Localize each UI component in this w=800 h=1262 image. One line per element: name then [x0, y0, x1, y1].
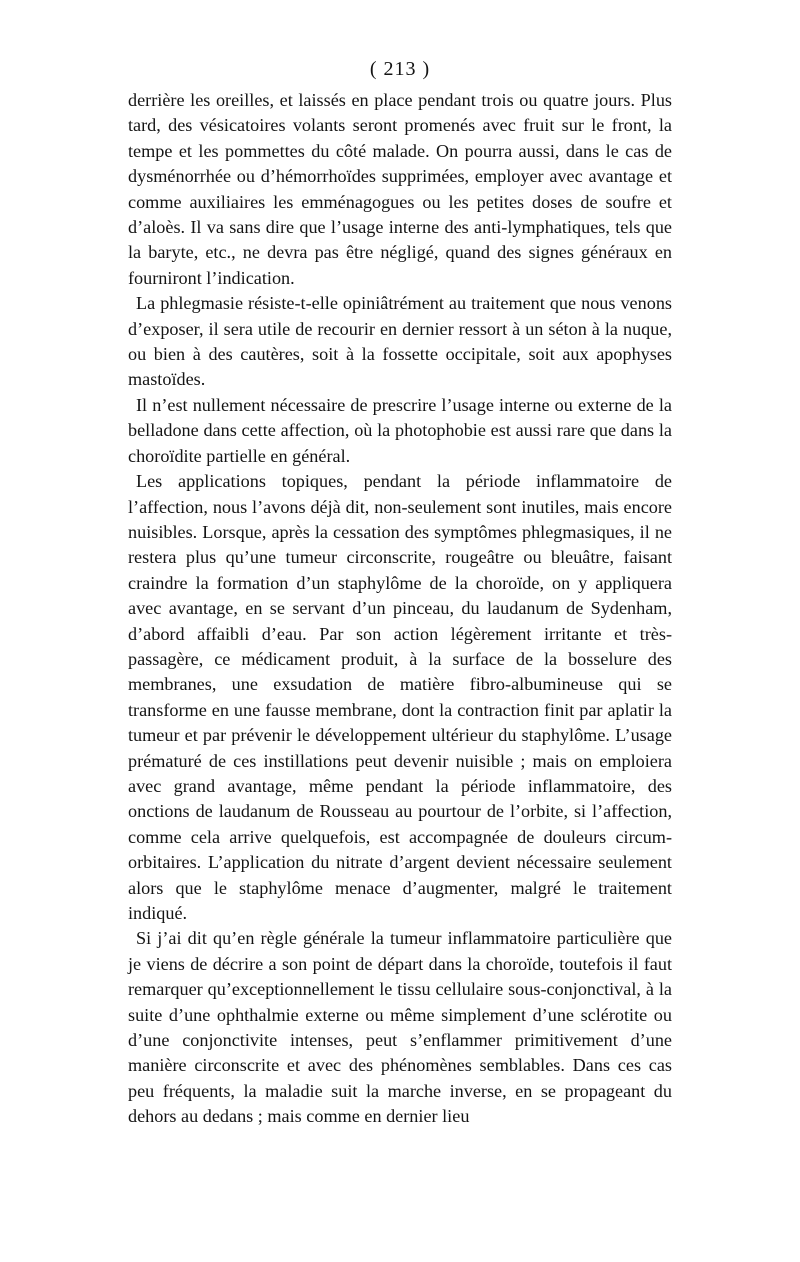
paragraph-continuation: derrière les oreilles, et laissés en place pendant trois ou quatre jours. Plus tard, des vésicatoires volants seront promenés avec fruit sur le front, la tempe et les pommettes du côté malade. On pourra aussi, dans le cas de dysménorrhée ou d’hémorrhoïdes supprimées, employer avec avantage et comme auxiliaires les emménagogues ou les petites doses de soufre et d’aloès. Il va sans dire que l’usage interne des anti-lymphatiques, tels que la baryte, etc., ne devra pas être négligé, quand des signes généraux en fourniront l’indication.	[128, 90, 672, 288]
paragraph-topical-applications: Les applications topiques, pendant la période inflammatoire de l’affection, nous l’avons déjà dit, non-seulement sont inutiles, mais encore nuisibles. Lorsque, après la cessation des symptômes phlegmasiques, il ne restera plus qu’une tumeur circonscrite, rougeâtre ou bleuâtre, faisant craindre la formation d’un staphylôme de la choroïde, on y appliquera avec avantage, en se servant d’un pinceau, du laudanum de Sydenham, d’abord affaibli d’eau. Par son action légèrement irritante et très-passagère, ce médicament produit, à la surface de la bosselure des membranes, une exsudation de matière fibro-albumineuse qui se transforme en une fausse membrane, dont la contraction finit par aplatir la tumeur et par prévenir le développement ultérieur du staphylôme. L’usage prématuré de ces instillations peut devenir nuisible ; mais on emploiera avec grand avantage, même pendant la période inflammatoire, des onctions de laudanum de Rousseau au pourtour de l’orbite, si l’affection, comme cela arrive quelquefois, est accompagnée de douleurs circum-orbitaires. L’application du nitrate d’argent devient nécessaire seulement alors que le staphylôme menace d’augmenter, malgré le traitement indiqué.	[128, 471, 672, 923]
paragraph-seton-treatment: La phlegmasie résiste-t-elle opiniâtrément au traitement que nous venons d’exposer, il sera utile de recourir en dernier ressort à un séton à la nuque, ou bien à des cautères, soit à la fossette occipitale, soit aux apophyses mastoïdes.	[128, 293, 672, 390]
page-number: ( 213 )	[369, 58, 431, 80]
body-text	[128, 88, 672, 1130]
paragraph-subconjunctival-tissue: Si j’ai dit qu’en règle générale la tumeur inflammatoire particulière que je viens de décrire a son point de départ dans la choroïde, toutefois il faut remarquer qu’exceptionnellement le tissu cellulaire sous-conjonctival, à la suite d’une ophthalmie externe ou même simplement d’une sclérotite ou d’une conjonctivite intenses, peut s’enflammer primitivement d’une manière circonscrite et avec des phénomènes semblables. Dans ces cas peu fréquents, la maladie suit la marche inverse, en se propageant du dehors au dedans ; mais comme en dernier lieu	[128, 928, 672, 1127]
paragraph-belladone: Il n’est nullement nécessaire de prescrire l’usage interne ou externe de la belladone dans cette affection, où la photophobie est aussi rare que dans la choroïdite partielle en général.	[128, 394, 672, 466]
